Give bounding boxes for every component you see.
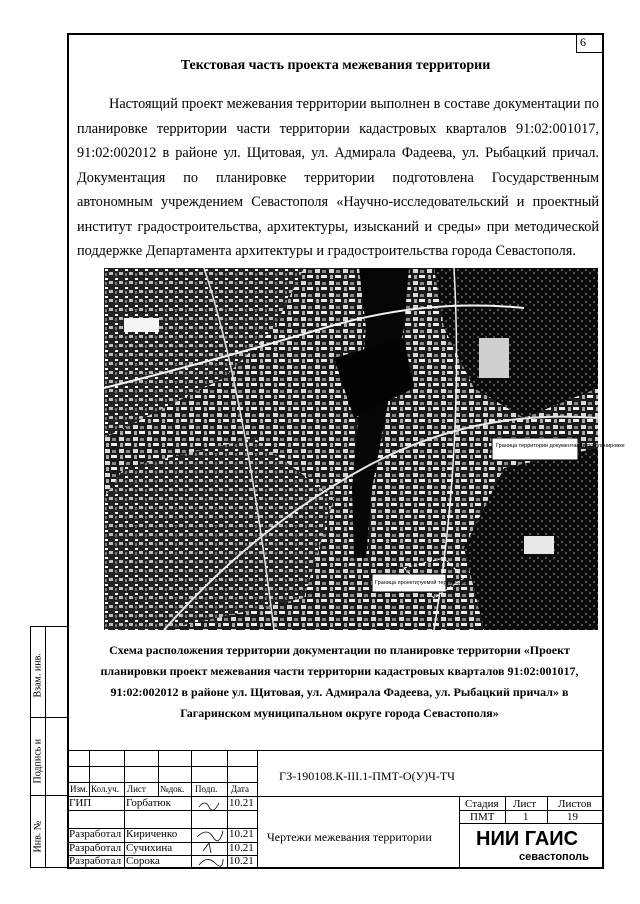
sheets-label: Листов [558, 798, 592, 810]
row-date: 10.21 [229, 855, 254, 867]
side-stamp [30, 626, 67, 868]
row-name: Кириченко [126, 828, 178, 840]
sheets-value: 19 [567, 811, 578, 823]
org-city: севастополь [519, 851, 589, 863]
row-name: Горбатюк [126, 797, 171, 809]
page-title: Текстовая часть проекта межевания территории [180, 58, 491, 73]
row-role: ГИП [69, 797, 92, 809]
drawing-title: Чертежи межевания территории [267, 830, 432, 844]
row-date: 10.21 [229, 797, 254, 809]
page-number: 6 [576, 33, 604, 53]
stage-value: ПМТ [470, 811, 495, 823]
col-kol: Кол.уч. [91, 784, 119, 794]
document-code: ГЗ-190108.К-III.1-ПМТ-О(У)Ч-ТЧ [279, 769, 455, 783]
side-label-inv: Инв. № [32, 820, 44, 853]
col-list: Лист [127, 784, 146, 794]
col-podp: Подп. [195, 784, 218, 794]
row-role: Разработал [69, 855, 122, 867]
aerial-map-graphic [104, 268, 625, 630]
signatures [195, 797, 225, 869]
side-label-vzam: Взам. инв. [32, 653, 44, 698]
org-logo-text: НИИ ГАИС [476, 828, 579, 850]
aerial-map-image [104, 268, 625, 630]
sheet-value: 1 [523, 811, 529, 823]
row-date: 10.21 [229, 842, 254, 854]
row-name: Сучихина [126, 842, 173, 854]
side-label-podpis: Подпись и [32, 738, 44, 784]
title-block [67, 750, 604, 869]
map-label-boundary-project: Граница проектируемой территории [375, 580, 468, 586]
col-izm: Изм. [70, 784, 88, 794]
col-ndok: №док. [160, 784, 185, 794]
sheet-label: Лист [513, 798, 537, 810]
map-caption: Схема расположения территории документации по планировке территории «Проект планировки проект межевания части территории кадастровых кварталов 91:02:001017, 91:02:002012 в районе ул. Щитовая, ул. Адмирала Фадеева, ул. Рыбацкий причал» в Гагаринском муниципальном округе города Севастополя» [100, 643, 579, 720]
row-role: Разработал [69, 842, 122, 854]
stage-label: Стадия [465, 798, 499, 810]
col-date: Дата [231, 784, 249, 794]
map-label-boundary-docs: Граница территории документации по планировке [496, 443, 625, 449]
row-date: 10.21 [229, 828, 254, 840]
row-name: Сорока [126, 855, 160, 867]
intro-paragraph: Настоящий проект межевания территории выполнен в составе документации по планировке территории части территории кадастровых кварталов 91:02:001017, 91:02:002012 в районе ул. Щитовая, ул. Адмирала Фадеева, ул. Рыбацкий причал. Документация по планировке территории подготовлена Государственным автономным учреждением Севастополя «Научно-исследовательский и проектный институт градостроительства, архитектуры, изысканий и среды» при методической поддержке Департамента архитектуры и градостроительства города Севастополя. [77, 96, 599, 259]
row-role: Разработал [69, 828, 122, 840]
